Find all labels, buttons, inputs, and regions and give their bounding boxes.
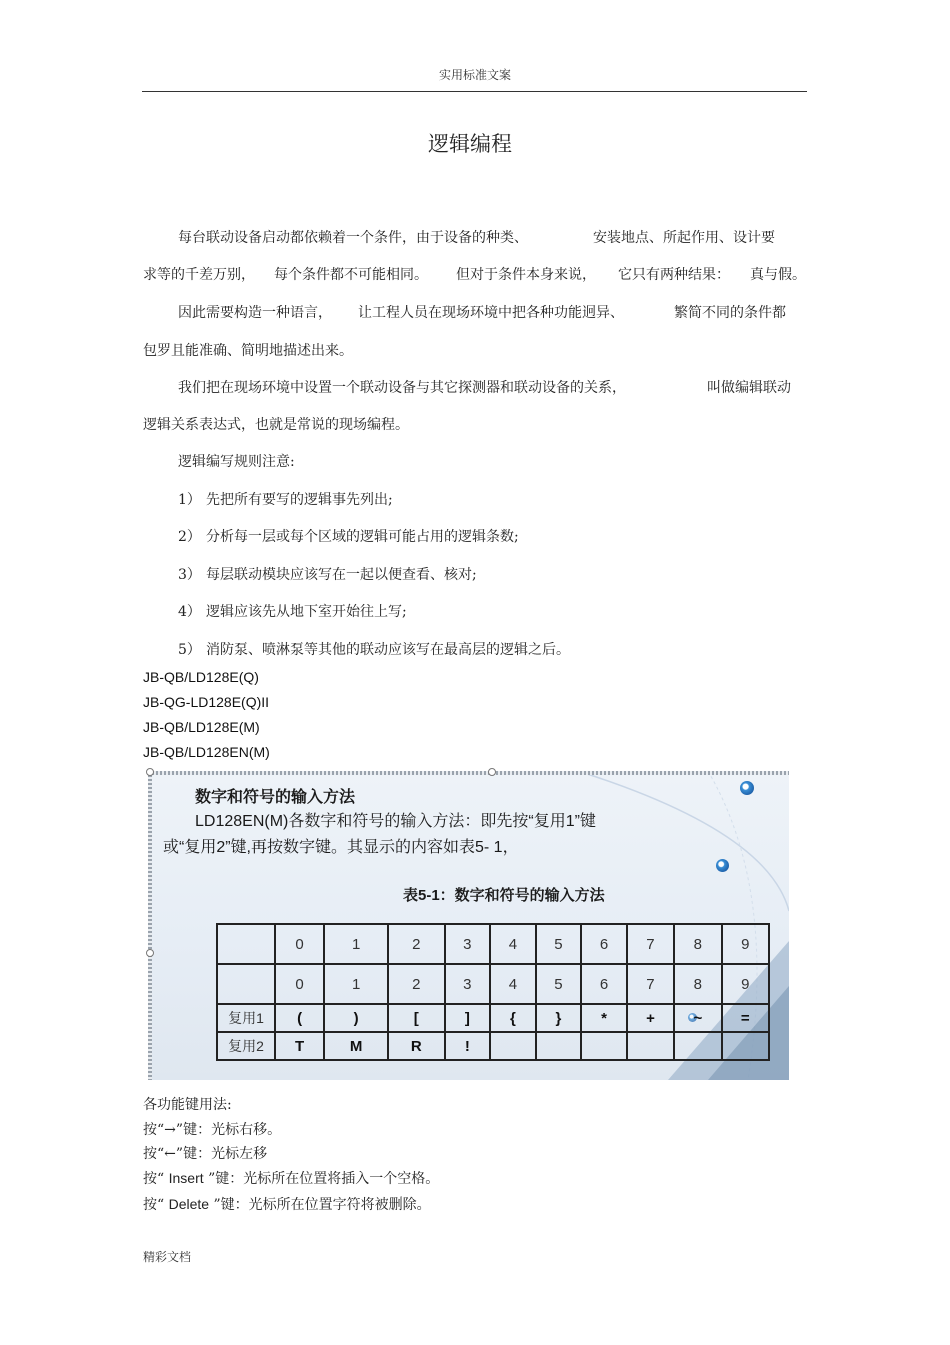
rules-title: 逻辑编写规则注意: xyxy=(178,454,295,470)
keys-title: 各功能键用法: xyxy=(143,1097,232,1113)
table-cell: 1 xyxy=(324,964,388,1004)
key-usage-desc: ”键：光标右移。 xyxy=(175,1122,282,1138)
key-usage-right xyxy=(143,1119,281,1139)
table-cell xyxy=(490,1032,536,1060)
table-cell: 8 xyxy=(674,964,721,1004)
key-usage-prefix: 按“ xyxy=(143,1197,169,1213)
table-cell xyxy=(627,1032,674,1060)
para1-line2-e: 真与假。 xyxy=(750,267,806,283)
para2-line2: 包罗且能准确、简明地描述出来。 xyxy=(143,343,353,359)
table-cell xyxy=(722,1032,769,1060)
rule-4-text: 逻辑应该先从地下室开始往上写; xyxy=(206,604,407,620)
table-cell: M xyxy=(324,1032,388,1060)
rule-2-text: 分析每一层或每个区域的逻辑可能占用的逻辑条数; xyxy=(206,529,519,545)
resize-handle[interactable] xyxy=(146,949,154,957)
key-usage-desc: ”键：光标左移 xyxy=(175,1146,268,1162)
table-cell: 6 xyxy=(581,964,627,1004)
para1-line1-b: 安装地点、所起作用、设计要 xyxy=(593,230,775,246)
rule-1-text: 先把所有要写的逻辑事先列出; xyxy=(206,492,393,508)
table-cell: 2 xyxy=(388,964,445,1004)
para1-line2-b: 每个条件都不可能相同。 xyxy=(274,267,428,283)
rule-1-num: 1） xyxy=(178,492,201,508)
rule-4-num: 4） xyxy=(178,604,201,620)
input-method-table xyxy=(216,923,770,1061)
rule-3-text: 每层联动模块应该写在一起以便查看、核对; xyxy=(206,567,477,583)
table-cell: ] xyxy=(445,1004,491,1032)
table-cell: 9 xyxy=(722,924,769,964)
table-row xyxy=(217,964,769,1004)
table-cell: ~ xyxy=(674,1004,721,1032)
table-cell: 7 xyxy=(627,964,674,1004)
left-arrow-key: ← xyxy=(164,1146,176,1162)
resize-handle[interactable] xyxy=(488,768,496,776)
model-1: JB-QB/LD128E(Q) xyxy=(143,669,259,685)
para1-line2-d: 它只有两种结果： xyxy=(618,267,730,283)
table-cell: 0 xyxy=(275,964,324,1004)
table-cell: 复用1 xyxy=(217,1004,275,1032)
key-usage-prefix: 按“ xyxy=(143,1146,165,1162)
table-cell: 5 xyxy=(536,964,582,1004)
table-cell: { xyxy=(490,1004,536,1032)
para1-line2-a: 求等的千差万别， xyxy=(143,267,255,283)
delete-key: Delete xyxy=(168,1196,210,1212)
rule-5-text: 消防泵、喷淋泵等其他的联动应该写在最高层的逻辑之后。 xyxy=(206,642,570,658)
para3-line2: 逻辑关系表达式，也就是常说的现场编程。 xyxy=(143,417,409,433)
table-cell: 9 xyxy=(722,964,769,1004)
table-cell: ! xyxy=(445,1032,491,1060)
table-cell xyxy=(217,924,275,964)
model-2: JB-QG-LD128E(Q)II xyxy=(143,694,270,710)
para1-line2-c: 但对于条件本身来说， xyxy=(456,267,596,283)
page-header: 实用标准文案 xyxy=(438,68,511,82)
table-cell: = xyxy=(722,1004,769,1032)
table-cell: ) xyxy=(324,1004,388,1032)
table-cell: 4 xyxy=(490,964,536,1004)
right-arrow-key: → xyxy=(164,1122,176,1138)
table-cell: 8 xyxy=(674,924,721,964)
figure-line-2: 或“复用2”键,再按数字键。其显示的内容如表5- 1， xyxy=(163,839,519,856)
table-cell: 3 xyxy=(445,924,491,964)
table-cell: R xyxy=(388,1032,445,1060)
model-3: JB-QB/LD128E(M) xyxy=(143,719,260,735)
para2-line1-a: 因此需要构造一种语言， xyxy=(178,305,332,321)
table-cell: ( xyxy=(275,1004,324,1032)
para1-line1-a: 每台联动设备启动都依赖着一个条件，由于设备的种类、 xyxy=(178,230,528,246)
embedded-figure xyxy=(148,771,789,1080)
table-cell: 0 xyxy=(275,924,324,964)
table-cell: 5 xyxy=(536,924,582,964)
figure-border-left xyxy=(148,771,152,1080)
header-rule xyxy=(142,91,807,92)
rule-2-num: 2） xyxy=(178,529,201,545)
page-footer: 精彩文档 xyxy=(143,1250,192,1264)
table-cell: * xyxy=(581,1004,627,1032)
table-cell: 4 xyxy=(490,924,536,964)
page-title: 逻辑编程 xyxy=(428,132,512,156)
para2-line1-b: 让工程人员在现场环境中把各种功能迥异、 xyxy=(358,305,624,321)
insert-key: Insert xyxy=(168,1170,204,1186)
key-usage-delete xyxy=(143,1194,431,1214)
table-cell: 复用2 xyxy=(217,1032,275,1060)
rule-5-num: 5） xyxy=(178,642,201,658)
key-usage-desc: ”键：光标所在位置字符将被删除。 xyxy=(209,1197,431,1213)
key-usage-desc: ”键：光标所在位置将插入一个空格。 xyxy=(203,1171,440,1187)
table-cell: 7 xyxy=(627,924,674,964)
table-row xyxy=(217,1004,769,1032)
model-4: JB-QB/LD128EN(M) xyxy=(143,744,270,760)
figure-caption: 表5-1：数字和符号的输入方法 xyxy=(403,887,605,904)
blue-bubble-icon xyxy=(716,859,729,872)
rule-3-num: 3） xyxy=(178,567,201,583)
table-cell xyxy=(217,964,275,1004)
table-cell: T xyxy=(275,1032,324,1060)
figure-line-1: LD128EN(M)各数字和符号的输入方法：即先按“复用1”键 xyxy=(195,813,596,830)
resize-handle[interactable] xyxy=(146,768,154,776)
table-row xyxy=(217,1032,769,1060)
table-row xyxy=(217,924,769,964)
table-cell xyxy=(536,1032,582,1060)
table-cell: 2 xyxy=(388,924,445,964)
para2-line1-c: 繁简不同的条件都 xyxy=(674,305,786,321)
figure-heading: 数字和符号的输入方法 xyxy=(195,789,356,806)
figure-border-top xyxy=(148,771,789,775)
key-usage-prefix: 按“ xyxy=(143,1171,169,1187)
table-cell: 3 xyxy=(445,964,491,1004)
blue-bubble-icon xyxy=(740,781,754,795)
table-cell: [ xyxy=(388,1004,445,1032)
table-cell: 6 xyxy=(581,924,627,964)
para3-line1-a: 我们把在现场环境中设置一个联动设备与其它探测器和联动设备的关系， xyxy=(178,380,626,396)
table-cell xyxy=(581,1032,627,1060)
table-cell: } xyxy=(536,1004,582,1032)
table-cell: + xyxy=(627,1004,674,1032)
key-usage-prefix: 按“ xyxy=(143,1122,165,1138)
para3-line1-b: 叫做编辑联动 xyxy=(707,380,791,396)
table-cell xyxy=(674,1032,721,1060)
table-cell: 1 xyxy=(324,924,388,964)
key-usage-left xyxy=(143,1143,267,1163)
key-usage-insert xyxy=(143,1168,439,1188)
